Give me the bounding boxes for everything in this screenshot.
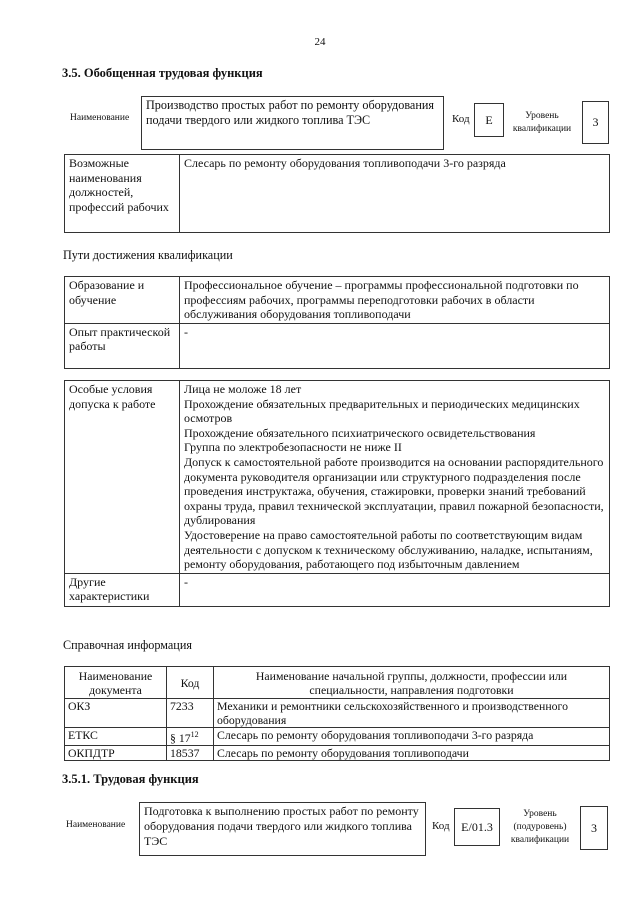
sub-name-label: Наименование <box>66 820 126 830</box>
col-header-code: Код <box>167 667 214 699</box>
condition-item: Группа по электробезопасности не ниже II <box>184 440 402 455</box>
col-header-document: Наименование документа <box>65 667 167 699</box>
function-name-box: Производство простых работ по ремонту оборудования подачи твердого или жидкого топлива ТЭС <box>141 96 444 150</box>
name-label: Наименование <box>70 113 130 123</box>
positions-value: Слесарь по ремонту оборудования топливоподачи 3-го разряда <box>180 155 610 233</box>
sub-code-label: Код <box>432 820 450 832</box>
code-value-box: Е <box>474 103 504 137</box>
reference-heading: Справочная информация <box>63 638 192 652</box>
code-label: Код <box>452 113 470 125</box>
positions-label: Возможные наименования должностей, профессий рабочих <box>65 155 180 233</box>
education-value: Профессиональное обучение – программы профессиональной подготовки по профессиям рабочих, программы переподготовки рабочих в области обслуживания оборудования топливоподачи <box>180 277 610 324</box>
level-value-box: 3 <box>582 101 609 144</box>
other-label: Другие характеристики <box>65 573 180 606</box>
ref-code: § 17 <box>170 730 191 745</box>
experience-value: - <box>180 323 610 368</box>
ref-name: Слесарь по ремонту оборудования топливоподачи 3-го разряда <box>214 728 610 746</box>
sub-level-value-box: 3 <box>580 806 608 850</box>
positions-table <box>64 154 610 233</box>
page-number: 24 <box>314 36 326 48</box>
ref-name: Механики и ремонтники сельскохозяйственного и производственного оборудования <box>214 699 610 728</box>
conditions-label: Особые условия допуска к работе <box>65 381 180 574</box>
qualification-heading: Пути достижения квалификации <box>63 248 233 262</box>
conditions-table <box>64 380 610 607</box>
sub-function-name-box: Подготовка к выполнению простых работ по ремонту оборудования подачи твердого или жидкого топлива ТЭС <box>139 802 426 856</box>
experience-label: Опыт практической работы <box>65 323 180 368</box>
condition-item: Лица не моложе 18 лет <box>184 382 302 396</box>
condition-item: Прохождение обязательного психиатрического освидетельствования <box>184 425 536 440</box>
condition-item: Удостоверение на право самостоятельной работы по соответствующим видам деятельности с допуском к техническому обслуживанию, наладке, испытаниям, ремонту оборудования, работающего под избыточным давлением <box>184 527 593 572</box>
other-value: - <box>180 573 610 606</box>
condition-item: Прохождение обязательных предварительных и периодических медицинских осмотров <box>184 396 580 426</box>
ref-code-superscript: 12 <box>190 730 199 739</box>
table-row <box>65 728 610 746</box>
ref-code: 7233 <box>167 699 214 728</box>
subsection-title: 3.5.1. Трудовая функция <box>62 772 199 786</box>
ref-doc: ЕТКС <box>65 728 167 746</box>
reference-table <box>64 666 610 761</box>
table-row <box>65 745 610 760</box>
qualification-table <box>64 276 610 369</box>
education-label: Образование и обучение <box>65 277 180 324</box>
section-title: 3.5. Обобщенная трудовая функция <box>62 66 263 80</box>
conditions-list <box>180 381 610 574</box>
level-label: Уровень квалификации <box>512 111 572 134</box>
sub-code-value-box: E/01.3 <box>454 808 500 846</box>
ref-doc: ОКПДТР <box>65 745 167 760</box>
col-header-name: Наименование начальной группы, должности, профессии или специальности, направления подготовки <box>214 667 610 699</box>
table-row <box>65 699 610 728</box>
condition-item: Допуск к самостоятельной работе производится на основании распорядительного документа руководителя организации или структурного подразделения после проведения инструктажа, обучения, стажировки, проверки знаний требований охраны труда, правил технической эксплуатации, правил пожарной безопасности, дублирования <box>184 454 604 528</box>
ref-code: 18537 <box>167 745 214 760</box>
ref-code-cell <box>167 728 214 746</box>
ref-name: Слесарь по ремонту оборудования топливоподачи <box>214 745 610 760</box>
ref-doc: ОКЗ <box>65 699 167 728</box>
sub-level-label: Уровень (подуровень) квалификации <box>510 809 570 845</box>
